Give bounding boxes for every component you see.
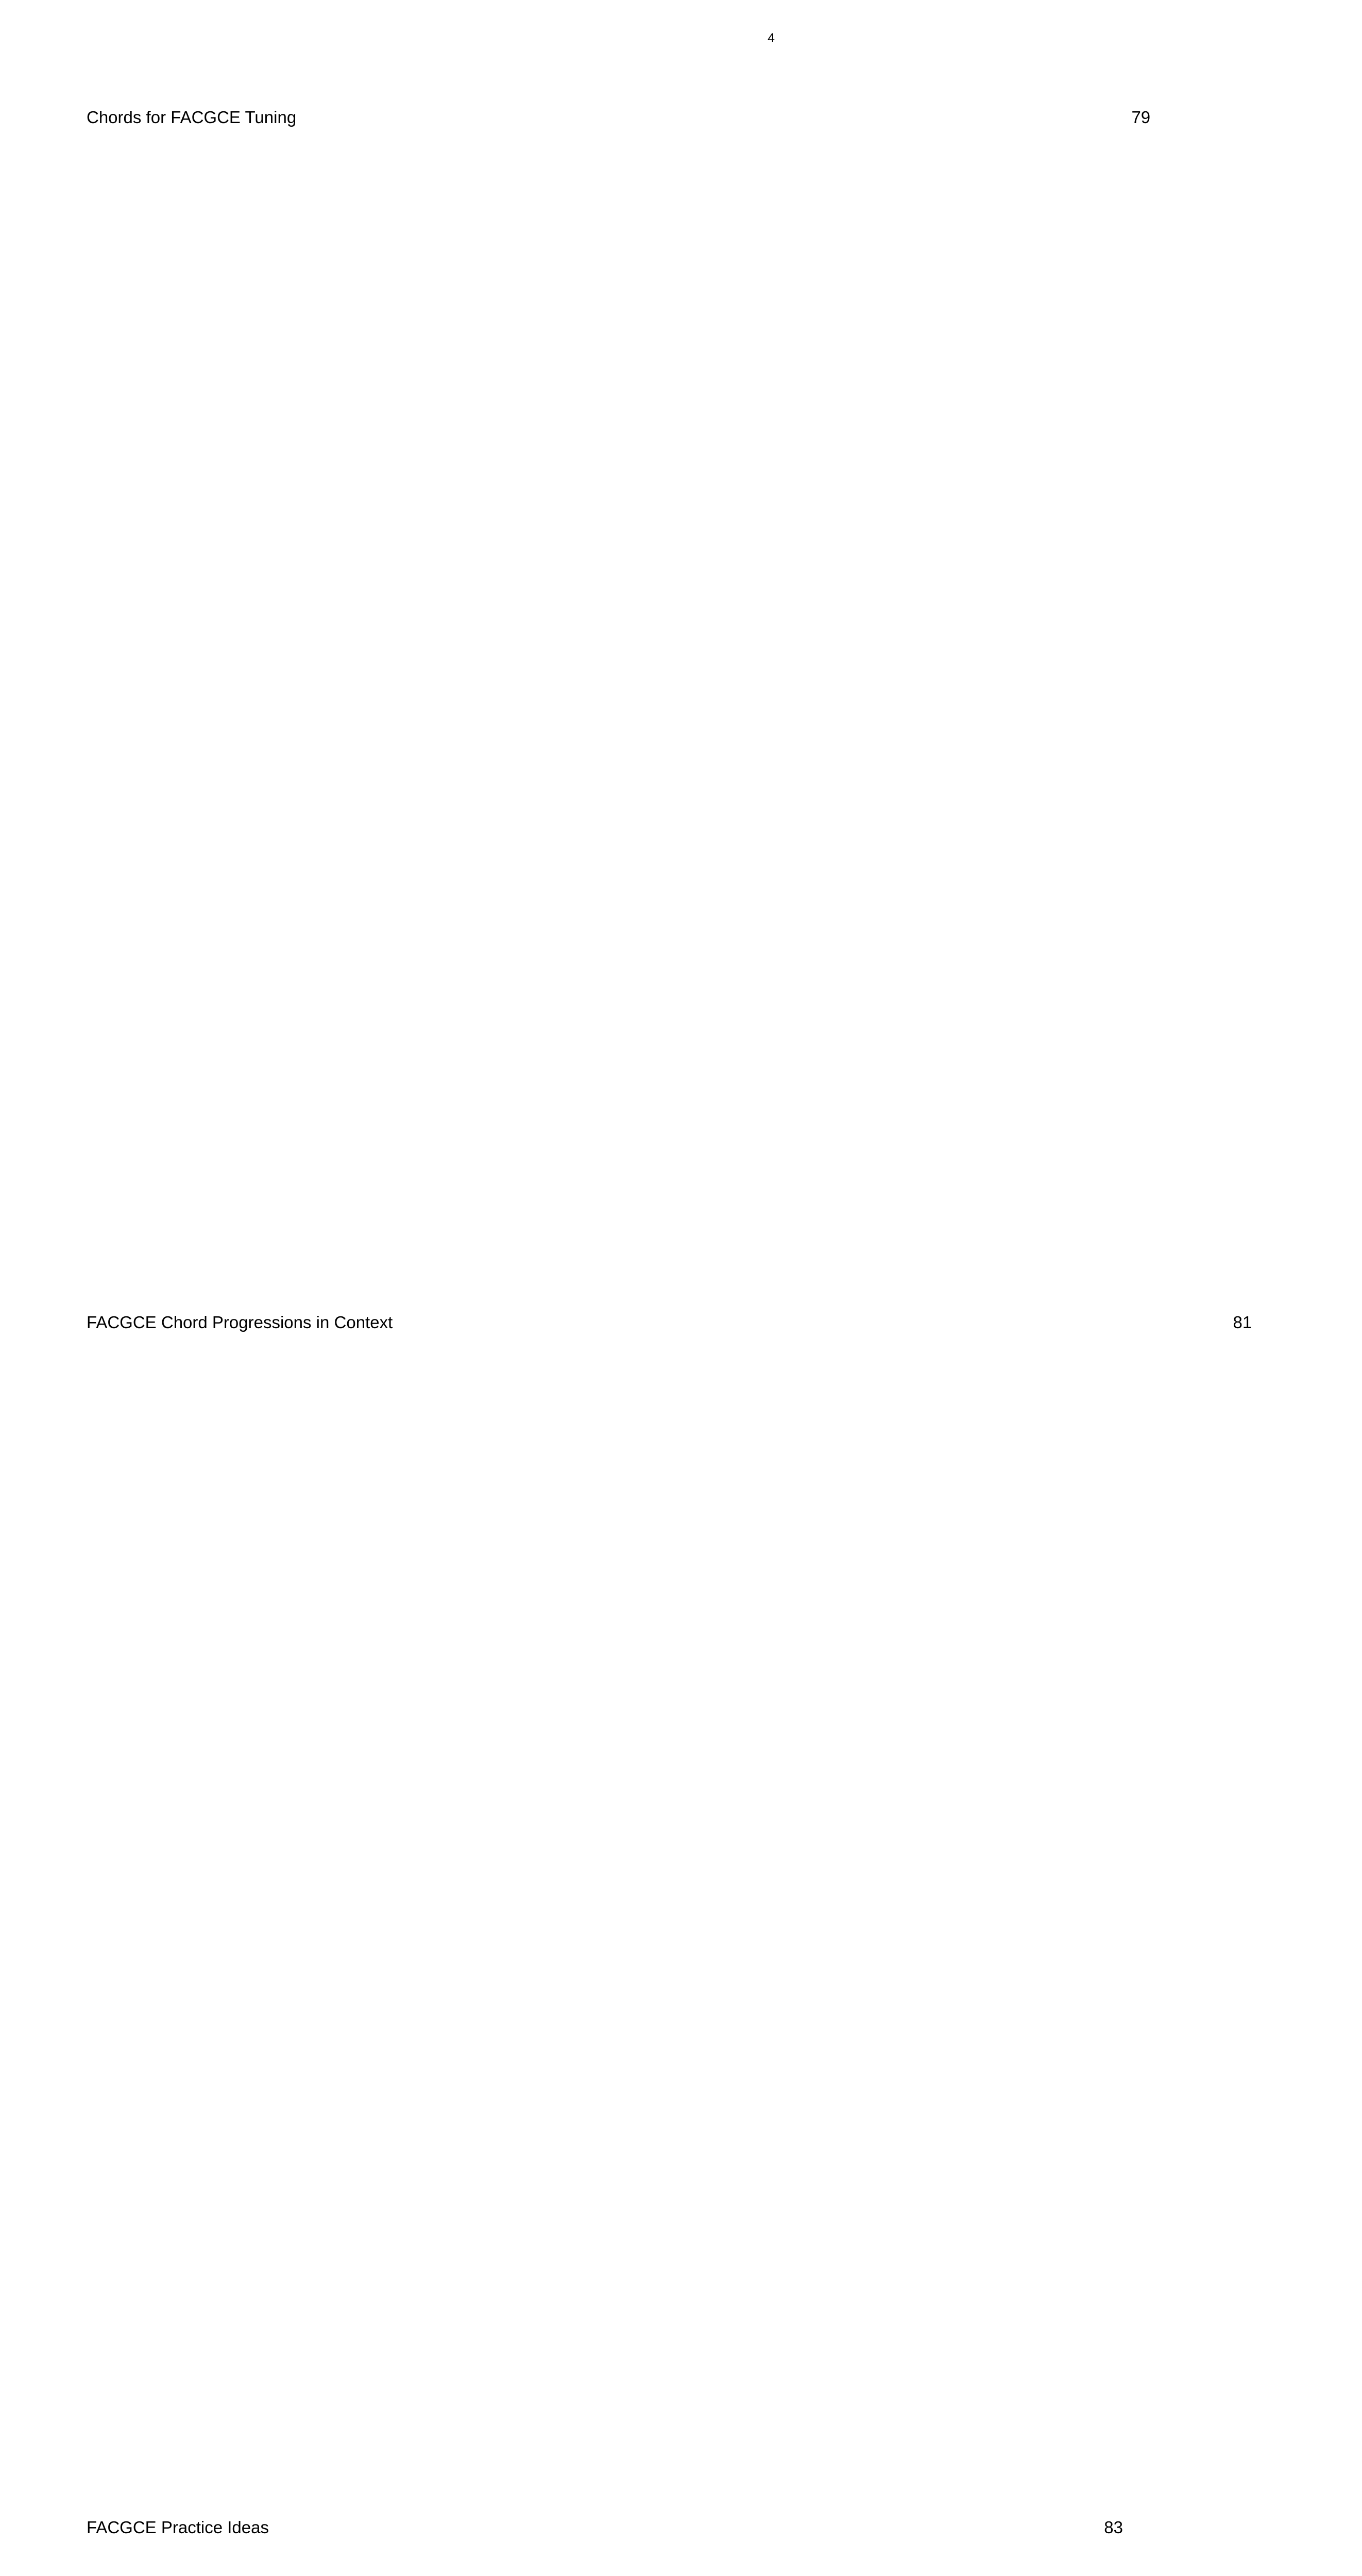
toc-entry-page: 79 [1131, 108, 1151, 127]
toc-entry[interactable] [0, 1306, 1252, 2511]
toc-entry-title: FACGCE Practice Ideas [87, 2518, 269, 2537]
page-number: 4 [768, 31, 775, 45]
toc-entry[interactable] [0, 2511, 1123, 2576]
toc-entry[interactable] [0, 101, 1151, 1306]
toc-entry-page: 81 [1233, 1313, 1252, 1332]
table-of-contents [0, 101, 1252, 2576]
toc-entry-title: Chords for FACGCE Tuning [87, 108, 297, 127]
toc-entry-title: FACGCE Chord Progressions in Context [87, 1313, 393, 1332]
toc-entry-page: 83 [1104, 2518, 1123, 2537]
